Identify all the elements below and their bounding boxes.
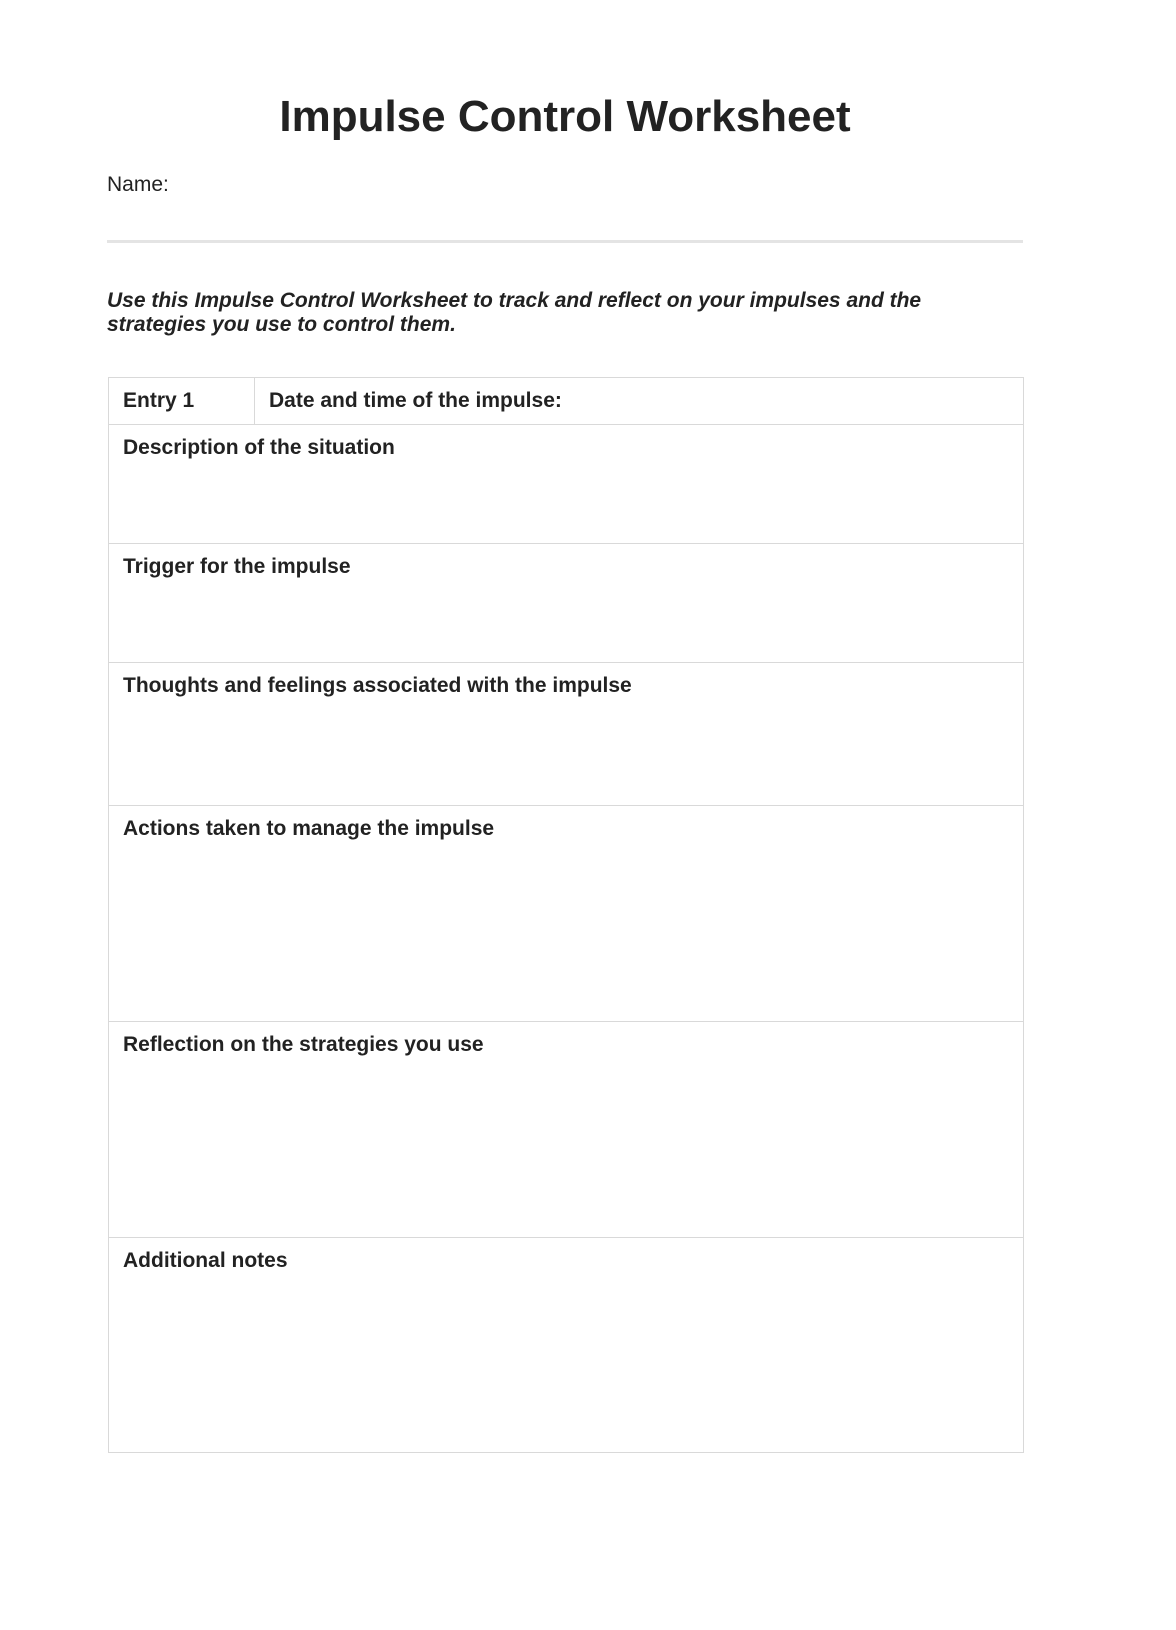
section-reflection [109,1022,1024,1238]
section-notes [109,1238,1024,1453]
thoughts-field[interactable] [109,663,1024,806]
section-label: Thoughts and feelings associated with the impulse [123,674,632,697]
section-trigger [109,544,1024,663]
entry-table [108,377,1024,1453]
section-description [109,425,1024,544]
date-time-field[interactable]: Date and time of the impulse: [255,378,1024,425]
intro-text: Use this Impulse Control Worksheet to track and reflect on your impulses and the strategies you use to control them. [107,289,922,336]
reflection-field[interactable] [109,1022,1024,1238]
section-label: Description of the situation [123,436,395,459]
section-label: Trigger for the impulse [123,555,351,578]
section-label: Reflection on the strategies you use [123,1033,484,1056]
entry-number: Entry 1 [109,378,255,425]
description-field[interactable] [109,425,1024,544]
section-thoughts [109,663,1024,806]
section-label: Actions taken to manage the impulse [123,817,495,840]
section-actions [109,806,1024,1022]
actions-field[interactable] [109,806,1024,1022]
trigger-field[interactable] [109,544,1024,663]
entry-header-row [109,378,1024,425]
page-title: Impulse Control Worksheet [279,92,851,141]
section-label: Additional notes [123,1249,288,1272]
notes-field[interactable] [109,1238,1024,1453]
name-field[interactable] [107,240,1023,243]
name-label: Name: [107,173,169,196]
